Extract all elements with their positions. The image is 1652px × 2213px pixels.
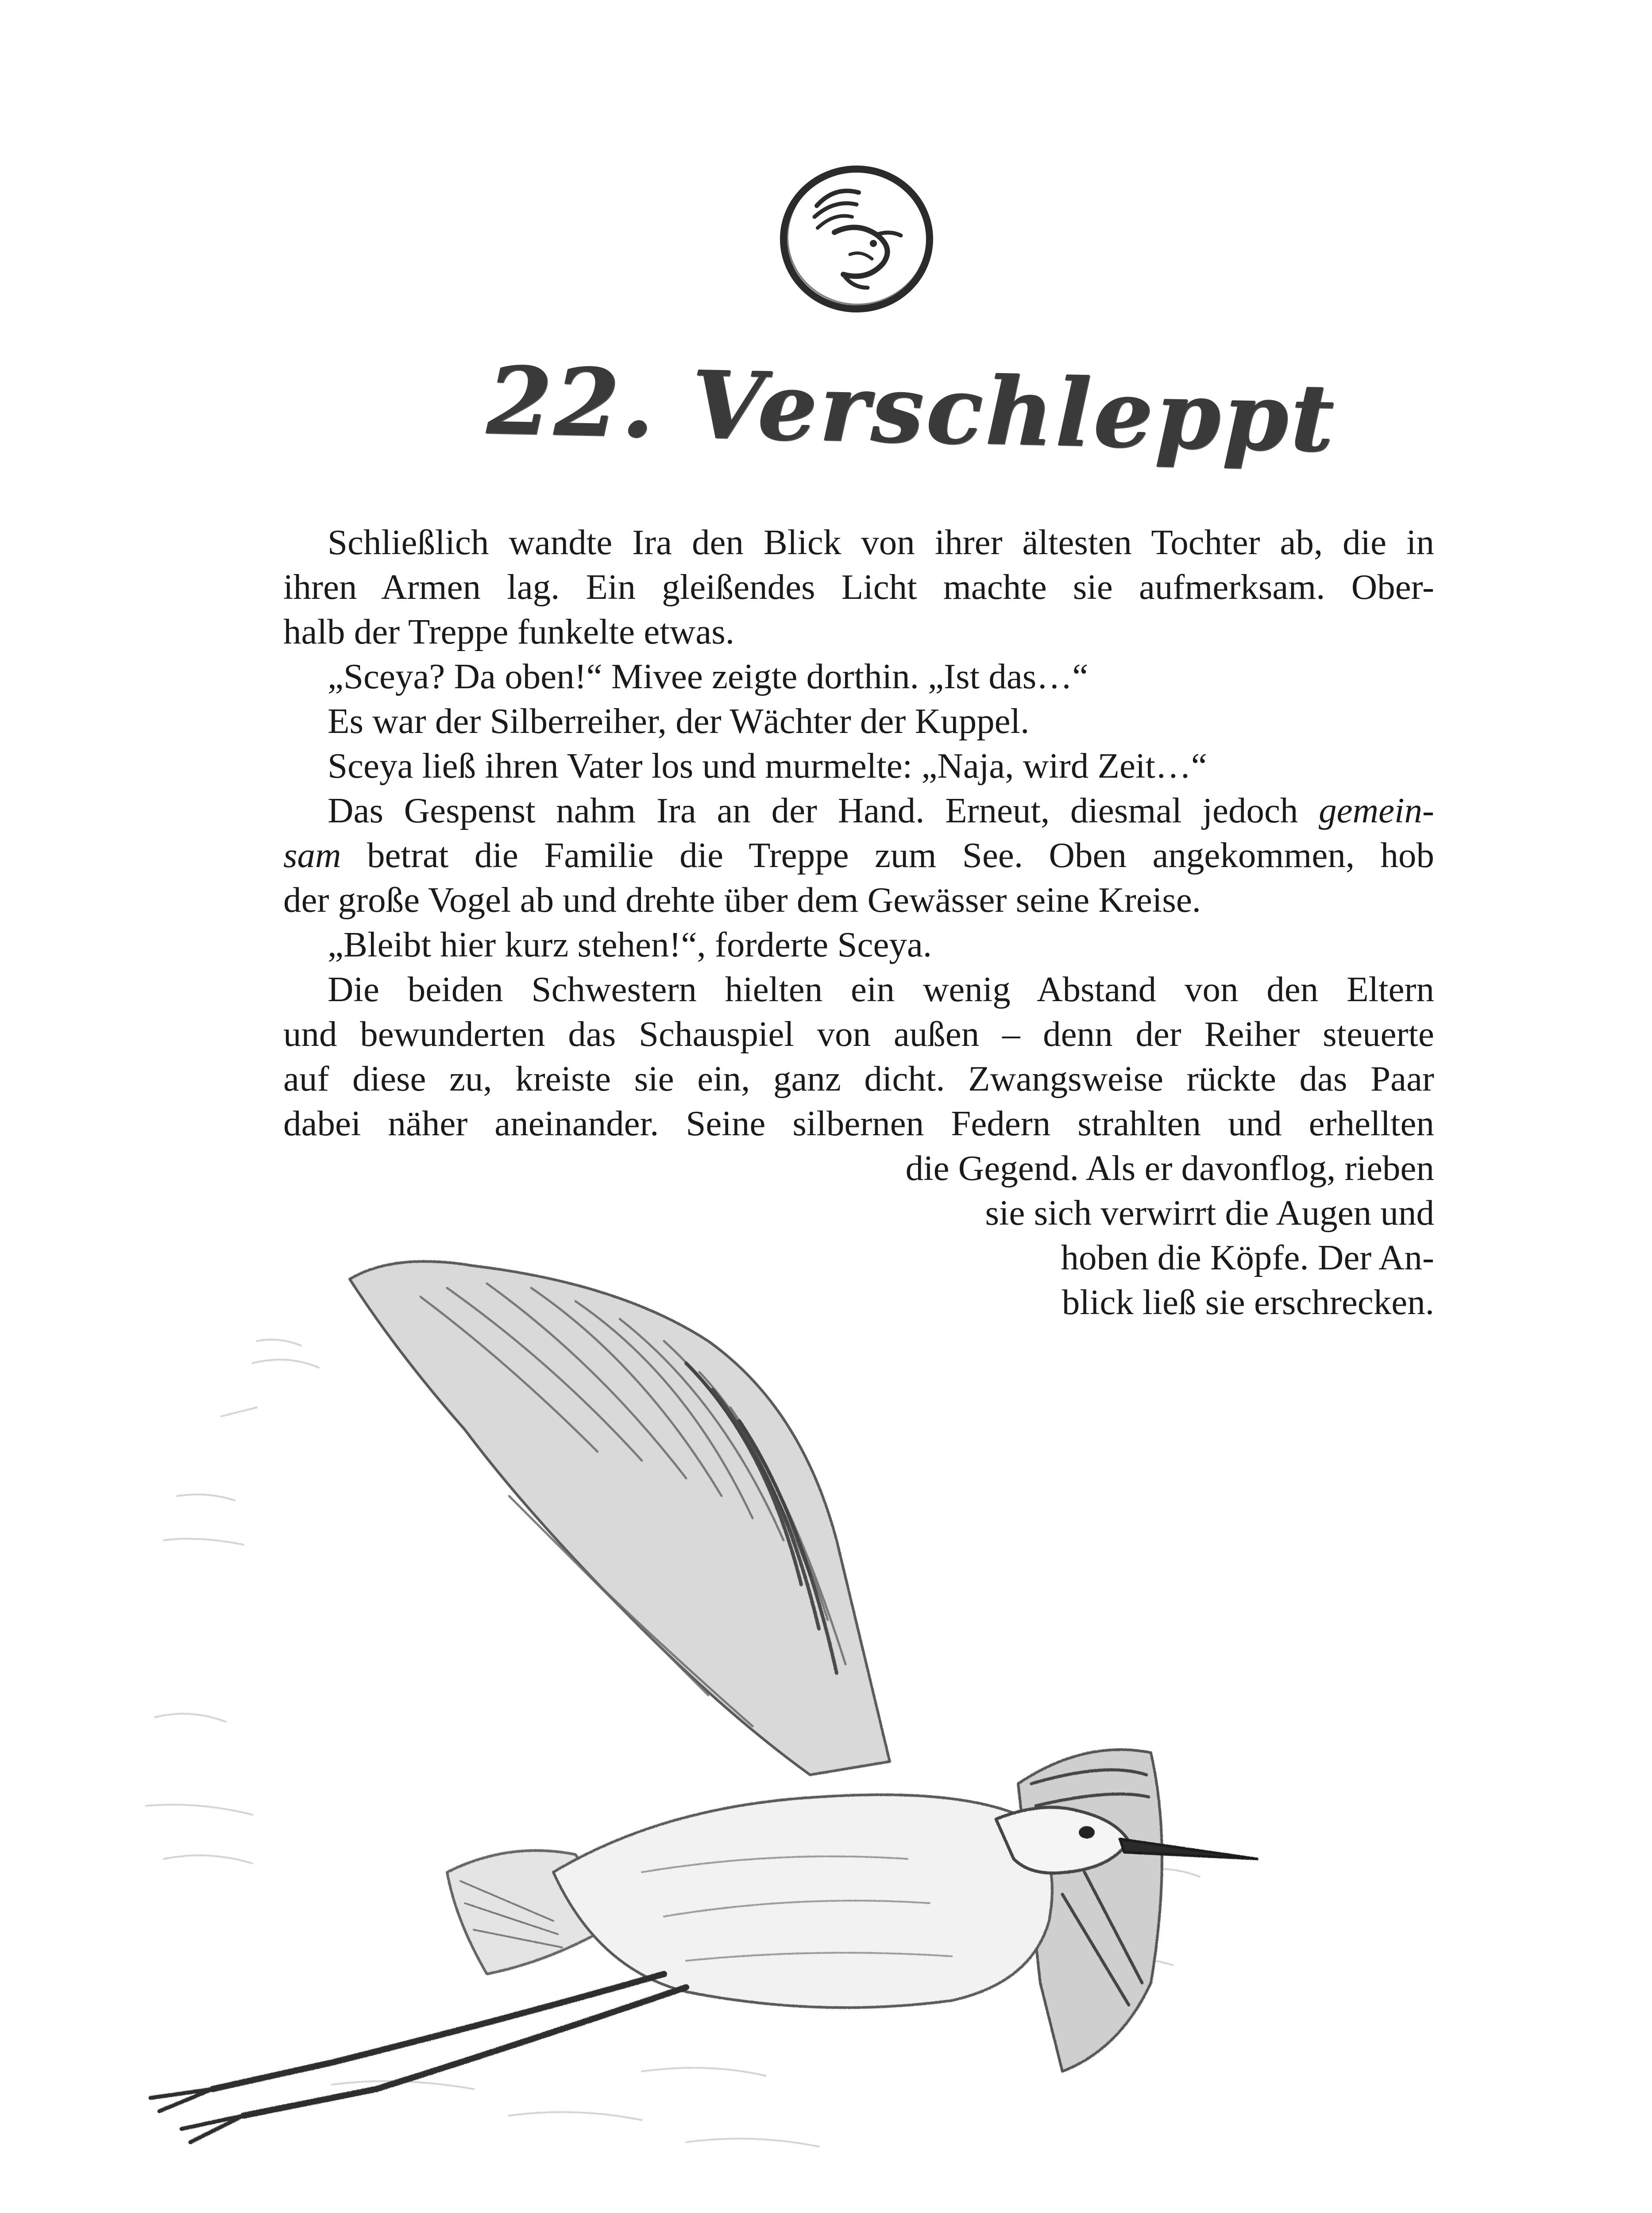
text-fragment: Das Gespenst nahm Ira an der Hand. Erneut, diesmal jedoch bbox=[328, 790, 1298, 830]
text-line: und bewunderten das Schauspiel von außen – denn der Reiher steuerte bbox=[283, 1014, 1434, 1054]
text-line bbox=[283, 788, 1434, 833]
bird-circle-emblem-icon bbox=[768, 155, 945, 319]
text-line: ihren Armen lag. Ein gleißendes Licht machte sie aufmerksam. Ober- bbox=[283, 567, 1434, 607]
text-line: halb der Treppe funkelte etwas. bbox=[283, 612, 734, 652]
emphasized-word: sam bbox=[283, 835, 341, 875]
text-line: die Gegend. Als er davonflog, rieben bbox=[905, 1148, 1434, 1188]
text-line bbox=[283, 833, 1434, 878]
text-line: auf diese zu, kreiste sie ein, ganz dicht. Zwangsweise rückte das Paar bbox=[283, 1059, 1434, 1099]
text-line: sie sich verwirrt die Augen und bbox=[985, 1193, 1434, 1233]
chapter-body-text bbox=[283, 520, 1434, 1325]
text-line: hoben die Köpfe. Der An- bbox=[1061, 1238, 1434, 1277]
text-line: Es war der Silberreiher, der Wächter der Kuppel. bbox=[328, 701, 1030, 741]
text-fragment: betrat die Familie die Treppe zum See. Oben angekommen, hob bbox=[367, 835, 1435, 875]
text-line: Die beiden Schwestern hielten ein wenig Abstand von den Eltern bbox=[328, 969, 1434, 1009]
text-line: blick ließ sie erschrecken. bbox=[1061, 1282, 1434, 1322]
text-line: „Sceya? Da oben!“ Mivee zeigte dorthin. „Ist das…“ bbox=[328, 656, 1088, 696]
emphasized-word: gemein- bbox=[1319, 790, 1435, 830]
chapter-title: 22. Verschleppt bbox=[486, 346, 1338, 473]
text-line: der große Vogel ab und drehte über dem Gewässer seine Kreise. bbox=[283, 880, 1201, 920]
text-line: Schließlich wandte Ira den Blick von ihrer ältesten Tochter ab, die in bbox=[328, 522, 1434, 562]
text-line: Sceya ließ ihren Vater los und murmelte: „Naja, wird Zeit…“ bbox=[328, 746, 1207, 786]
flying-heron-sketch-icon bbox=[111, 1230, 1306, 2182]
text-line: „Bleibt hier kurz stehen!“, forderte Sceya. bbox=[328, 925, 932, 964]
text-line: dabei näher aneinander. Seine silbernen Federn strahlten und erhellten bbox=[283, 1103, 1434, 1143]
